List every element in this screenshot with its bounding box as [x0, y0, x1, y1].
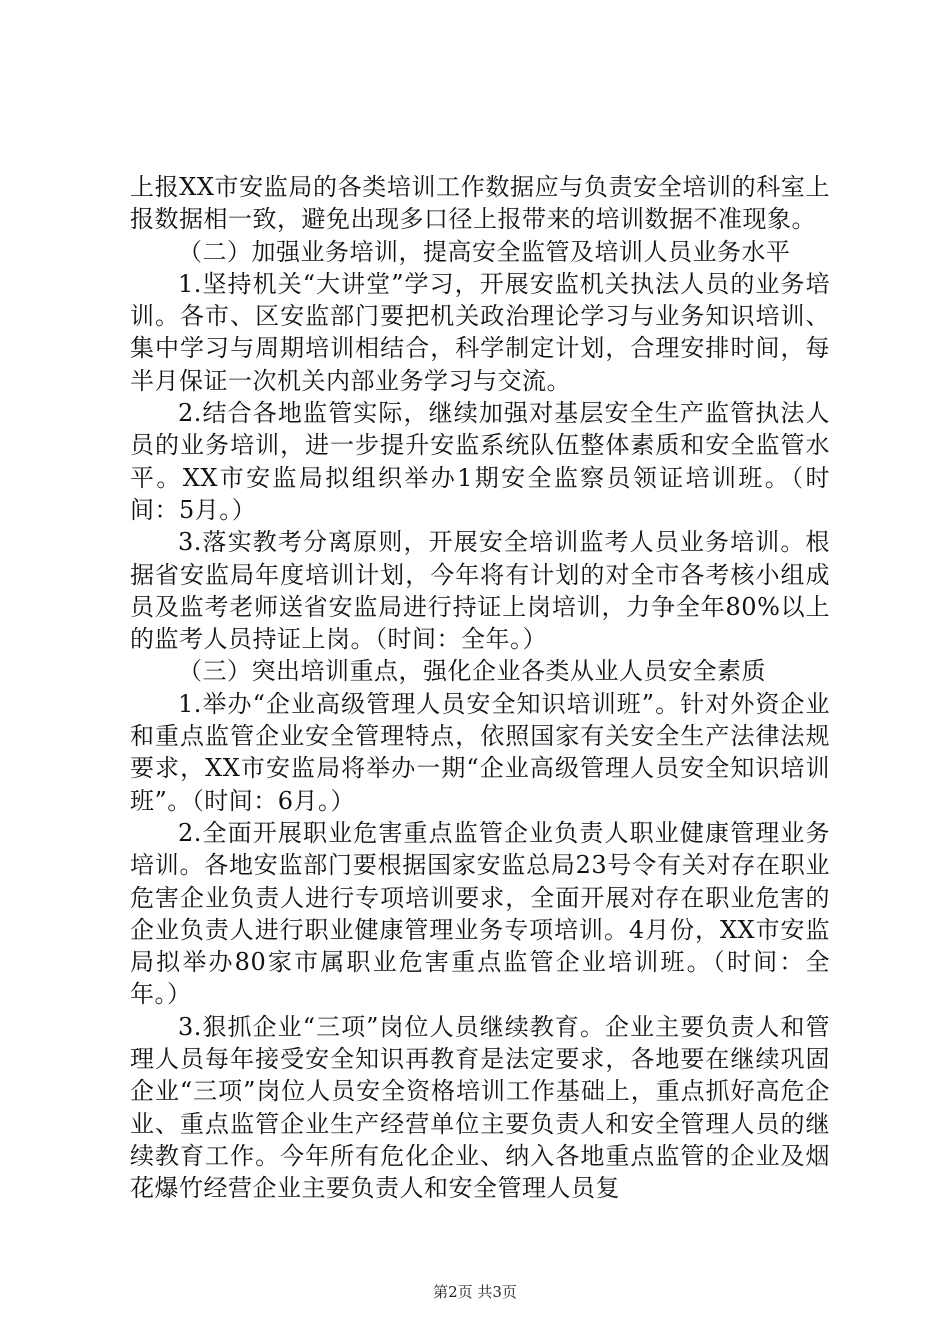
section-heading-2: （二）加强业务培训，提高安全监管及培训人员业务水平 — [178, 237, 791, 266]
paragraph-continuation: 上报XX市安监局的各类培训工作数据应与负责安全培训的科室上报数据相一致，避免出现多口径上报带来的培训数据不准现象。 — [130, 173, 830, 234]
paragraph-3-3: 3.狠抓企业“三项”岗位人员继续教育。企业主要负责人和管理人员每年接受安全知识再教育是法定要求，各地要在继续巩固企业“三项”岗位人员安全资格培训工作基础上，重点抓好高危企业、重点监管企业生产经营单位主要负责人和安全管理人员的继续教育工作。今年所有危化企业、纳入各地重点监管的企业及烟花爆竹经营企业主要负责人和安全管理人员复 — [130, 1012, 830, 1203]
paragraph-2-3: 3.落实教考分离原则，开展安全培训监考人员业务培训。根据省安监局年度培训计划，今年将有计划的对全市各考核小组成员及监考老师送省安监局进行持证上岗培训，力争全年80%以上的监考人员持证上岗。（时间：全年。） — [130, 528, 830, 654]
section-heading-3: （三）突出培训重点，强化企业各类从业人员安全素质 — [178, 657, 766, 686]
paragraph-2-2: 2.结合各地监管实际，继续加强对基层安全生产监管执法人员的业务培训，进一步提升安监系统队伍整体素质和安全监管水平。XX市安监局拟组织举办1期安全监察员领证培训班。（时间：5月。） — [130, 399, 830, 524]
page-footer: 第2页 共3页 — [433, 1283, 517, 1301]
document-body — [130, 171, 830, 1205]
paragraph-2-1: 1.坚持机关“大讲堂”学习，开展安监机关执法人员的业务培训。各市、区安监部门要把机关政治理论学习与业务知识培训、集中学习与周期培训相结合，科学制定计划，合理安排时间，每半月保证一次机关内部业务学习与交流。 — [130, 269, 830, 395]
paragraph-3-2: 2.全面开展职业危害重点监管企业负责人职业健康管理业务培训。各地安监部门要根据国家安监总局23号令有关对存在职业危害企业负责人进行专项培训要求，全面开展对存在职业危害的企业负责人进行职业健康管理业务专项培训。4月份，XX市安监局拟举办80家市属职业危害重点监管企业培训班。（时间：全年。） — [130, 818, 830, 1009]
paragraph-3-1: 1.举办“企业高级管理人员安全知识培训班”。针对外资企业和重点监管企业安全管理特点，依照国家有关安全生产法律法规要求，XX市安监局将举办一期“企业高级管理人员安全知识培训班”。（时间：6月。） — [130, 689, 830, 815]
